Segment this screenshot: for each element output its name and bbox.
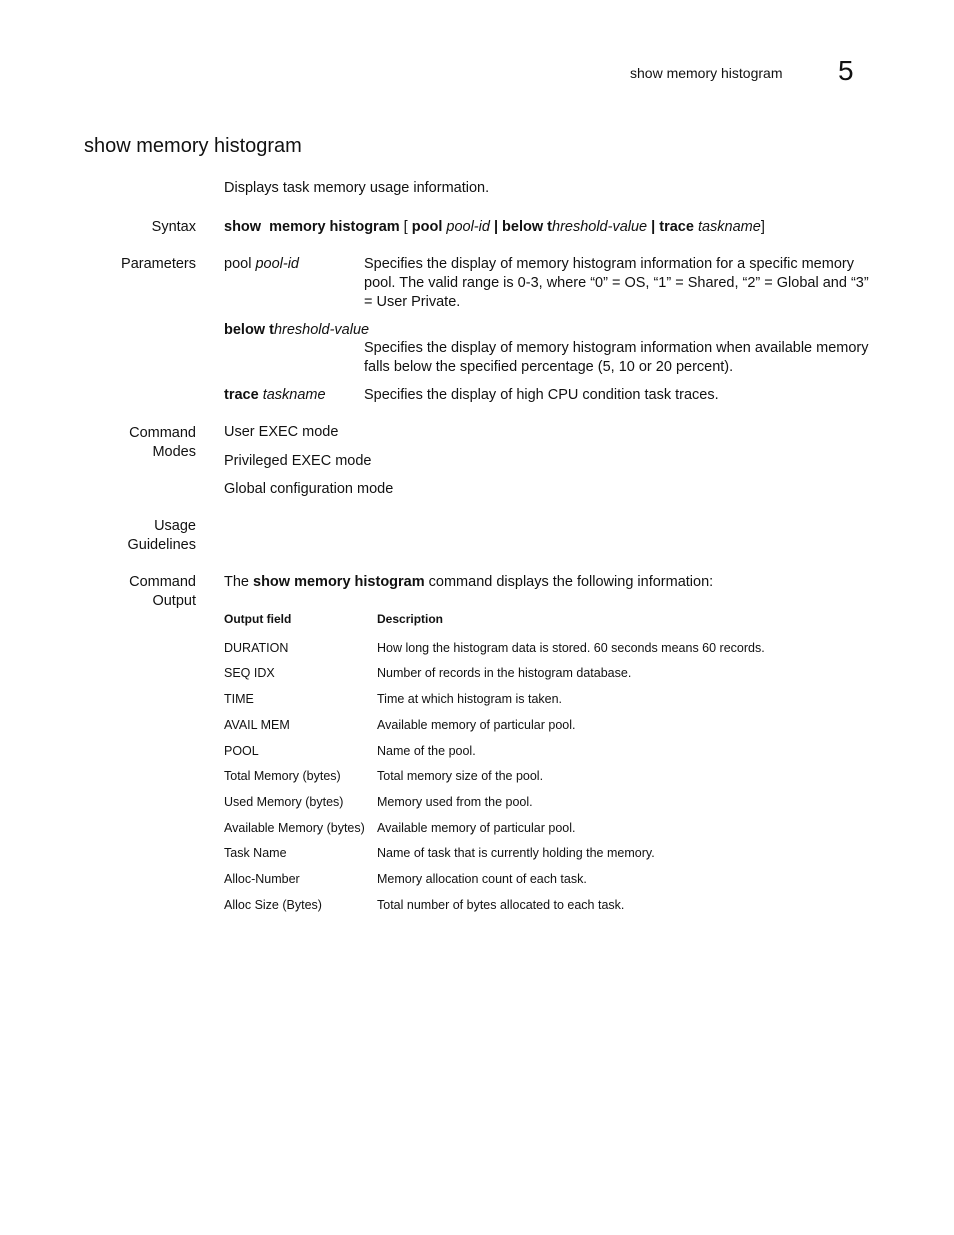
parameters-label: Parameters [121,256,196,272]
intro-text: Displays task memory usage information. [224,180,490,196]
mode-item: User EXEC mode [224,424,339,440]
table-cell-description: Available memory of particular pool. [377,718,576,732]
param-arg: taskname [258,387,326,403]
table-cell-field: AVAIL MEM [224,718,290,732]
table-cell-description: Total memory size of the pool. [377,769,544,783]
table-header-field: Output field [224,612,292,626]
table-cell-field: Total Memory (bytes) [224,769,341,783]
output-intro [224,573,713,592]
table-cell-field: SEQ IDX [224,666,275,680]
param-below-term [224,321,369,340]
param-pool-term [224,255,299,274]
table-cell-field: Alloc Size (Bytes) [224,898,322,912]
param-below-desc: Specifies the display of memory histogram information when available memory falls below the specified percentage (5, 10 or 20 percent). [364,340,869,375]
mode-item: Global configuration mode [224,481,394,497]
param-trace-desc: Specifies the display of high CPU condition task traces. [364,387,719,403]
param-arg: pool-id [251,256,299,272]
syntax-pool-arg: pool-id [442,219,490,235]
table-cell-description: Name of the pool. [377,744,476,758]
table-cell-description: Time at which histogram is taken. [377,692,563,706]
syntax-command: show memory histogram [224,219,400,235]
usage-guidelines-label [76,517,196,555]
label-line: Command [129,574,196,590]
intro-command: show memory histogram [253,574,425,590]
intro-text: command displays the following information: [424,574,714,590]
syntax-trace-arg: taskname [693,219,761,235]
table-cell-field: TIME [224,692,254,706]
table-cell-description: Total number of bytes allocated to each task. [377,898,625,912]
param-trace-term [224,386,326,405]
param-keyword: trace [224,387,259,403]
table-header-description: Description [377,612,444,626]
table-cell-description: Name of task that is currently holding the memory. [377,846,655,860]
syntax-label: Syntax [151,219,196,235]
running-header: show memory histogram [630,65,783,81]
label-line: Usage [154,518,196,534]
label-line: Output [152,593,196,609]
syntax-separator: | [489,219,503,235]
table-cell-field: DURATION [224,641,289,655]
table-cell-description: Number of records in the histogram database. [377,666,632,680]
mode-item: Privileged EXEC mode [224,453,372,469]
syntax-trace-keyword: trace [659,219,694,235]
intro-text: The [224,574,254,590]
syntax-line [224,218,765,237]
syntax-bracket-open: [ [399,219,412,235]
param-arg: hreshold-value [273,322,370,338]
syntax-bracket-close: ] [760,219,765,235]
syntax-separator: | [647,219,660,235]
label-line: Command [129,425,196,441]
syntax-pool-keyword: pool [411,219,443,235]
label-line: Guidelines [127,537,196,553]
table-cell-field: POOL [224,744,259,758]
syntax-below-arg: hreshold-value [552,219,648,235]
param-keyword: below t [224,322,274,338]
table-cell-field: Alloc-Number [224,872,300,886]
command-modes-label [76,424,196,462]
param-keyword: pool [224,256,252,272]
table-cell-field: Task Name [224,846,287,860]
label-line: Modes [152,444,196,460]
table-cell-description: How long the histogram data is stored. 60 seconds means 60 records. [377,641,765,655]
param-pool-desc: Specifies the display of memory histogram information for a specific memory pool. The valid range is 0-3, where “0” = OS, “1” = Shared, “2” = Global and “3” = User Private. [364,256,869,310]
page-title: show memory histogram [84,135,302,157]
chapter-number: 5 [838,55,854,86]
table-cell-description: Memory allocation count of each task. [377,872,587,886]
table-cell-field: Available Memory (bytes) [224,821,365,835]
table-cell-description: Available memory of particular pool. [377,821,576,835]
table-cell-field: Used Memory (bytes) [224,795,344,809]
command-output-label [76,573,196,611]
syntax-below-keyword: below t [502,219,552,235]
table-cell-description: Memory used from the pool. [377,795,533,809]
